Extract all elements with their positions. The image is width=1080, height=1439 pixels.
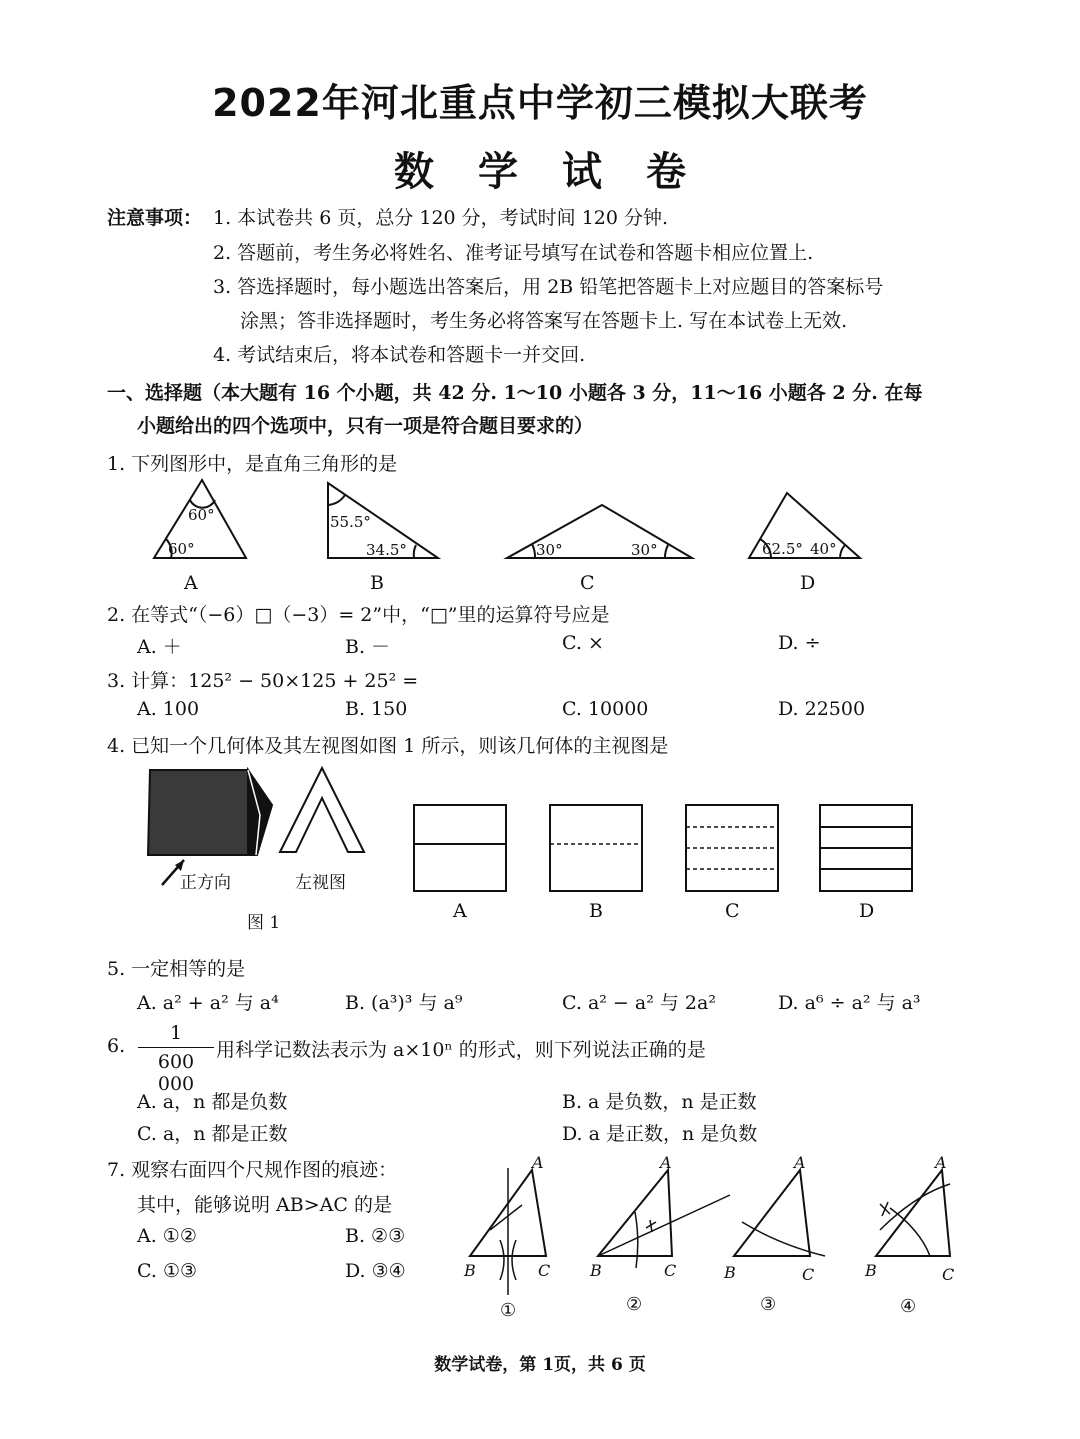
option-b: B. 150 (345, 698, 408, 720)
section-heading-cont: 小题给出的四个选项中，只有一项是符合题目要求的） (137, 415, 594, 437)
fraction-numerator: 1 (169, 1022, 183, 1044)
option-a: A. 100 (137, 698, 200, 720)
option-a-label: A (453, 900, 467, 922)
fraction-denominator: 600 000 (157, 1051, 195, 1095)
angle-label: 62.5° (762, 540, 803, 558)
vertex-b: B (590, 1261, 602, 1280)
figure-number-3: ③ (760, 1294, 777, 1315)
section-heading: 一、选择题（本大题有 16 个小题，共 42 分. 1～10 小题各 3 分，11～16 小题各 2 分. 在每 (107, 382, 923, 404)
option-a: A. a，n 都是负数 (137, 1091, 288, 1113)
option-c: C. a，n 都是正数 (137, 1123, 288, 1145)
question-6-stem: 用科学记数法表示为 a×10ⁿ 的形式，则下列说法正确的是 (216, 1039, 706, 1061)
vertex-a: A (660, 1153, 672, 1172)
option-c: C. ①③ (137, 1260, 198, 1282)
note-item: 涂黑；答非选择题时，考生务必将答案写在答题卡上. 写在本试卷上无效. (240, 310, 848, 332)
vertex-a: A (794, 1153, 806, 1172)
question-3-expression: 125² − 50×125 + 25² = (188, 670, 419, 692)
question-6-number: 6. (107, 1035, 126, 1057)
vertex-c: C (538, 1261, 551, 1280)
angle-label: 30° (631, 541, 658, 559)
angle-label: 34.5° (366, 541, 407, 559)
angle-label: 30° (536, 541, 563, 559)
question-3-stem (107, 666, 418, 693)
fraction-bar (138, 1047, 214, 1048)
question-7-stem-cont: 其中，能够说明 AB>AC 的是 (137, 1194, 392, 1216)
notes-label: 注意事项： (107, 207, 203, 229)
note-item: 4. 考试结束后，将本试卷和答题卡一并交回. (213, 344, 586, 366)
angle-label: 60° (168, 540, 195, 558)
exam-title: 2022年河北重点中学初三模拟大联考 (212, 81, 868, 125)
question-3-prefix: 3. 计算： (107, 670, 189, 692)
option-c: C. 10000 (562, 698, 649, 720)
question-1-stem: 1. 下列图形中，是直角三角形的是 (107, 453, 398, 475)
vertex-c: C (942, 1265, 955, 1284)
option-b: B. a 是负数，n 是正数 (562, 1091, 757, 1113)
vertex-a: A (532, 1153, 544, 1172)
option-d: D. ÷ (778, 632, 821, 654)
figure-label-d: D (800, 572, 816, 594)
left-view-label: 左视图 (295, 873, 346, 893)
option-b: B. － (345, 636, 391, 658)
question-4-stem: 4. 已知一个几何体及其左视图如图 1 所示，则该几何体的主视图是 (107, 735, 669, 757)
prism-solid (148, 770, 272, 855)
vertex-c: C (802, 1265, 815, 1284)
angle-label: 55.5° (330, 513, 371, 531)
vertex-b: B (865, 1261, 877, 1280)
front-direction-label: 正方向 (180, 873, 231, 893)
option-c: C. × (562, 632, 604, 654)
figure-label-c: C (580, 572, 595, 594)
option-a: A. ＋ (137, 636, 182, 658)
figure-label-a: A (184, 572, 198, 594)
vertex-a: A (935, 1153, 947, 1172)
note-item: 3. 答选择题时，每小题选出答案后，用 2B 铅笔把答题卡上对应题目的答案标号 (213, 276, 884, 298)
exam-subtitle: 数学试卷 (394, 149, 730, 195)
note-item: 1. 本试卷共 6 页，总分 120 分，考试时间 120 分钟. (213, 207, 669, 229)
option-d-label: D (859, 900, 875, 922)
q4-figure (140, 760, 930, 935)
q1-triangles-figure (140, 475, 880, 595)
angle-label: 40° (810, 540, 837, 558)
option-d: D. ③④ (345, 1260, 406, 1282)
q7-construction-figures (460, 1150, 980, 1320)
option-a: A. a² + a² 与 a⁴ (137, 992, 279, 1014)
figure-number-4: ④ (900, 1296, 917, 1317)
option-b-label: B (589, 900, 603, 922)
figure-1-label: 图 1 (247, 913, 281, 933)
vertex-c: C (664, 1261, 677, 1280)
figure-number-1: ① (500, 1300, 517, 1321)
option-d: D. a⁶ ÷ a² 与 a³ (778, 992, 921, 1014)
vertex-b: B (464, 1261, 476, 1280)
page-footer: 数学试卷，第 1页，共 6 页 (434, 1355, 646, 1375)
angle-label: 60° (188, 506, 215, 524)
question-5-stem: 5. 一定相等的是 (107, 958, 246, 980)
question-2-stem: 2. 在等式“（−6）□（−3）= 2”中，“□”里的运算符号应是 (107, 604, 610, 626)
option-a: A. ①② (137, 1225, 197, 1247)
figure-number-2: ② (626, 1294, 643, 1315)
vertex-b: B (724, 1263, 736, 1282)
option-d: D. 22500 (778, 698, 866, 720)
option-c: C. a² − a² 与 2a² (562, 992, 716, 1014)
note-item: 2. 答题前，考生务必将姓名、准考证号填写在试卷和答题卡相应位置上. (213, 242, 814, 264)
question-7-stem: 7. 观察右面四个尺规作图的痕迹： (107, 1159, 398, 1181)
option-c-label: C (725, 900, 740, 922)
option-b: B. (a³)³ 与 a⁹ (345, 992, 463, 1014)
option-b: B. ②③ (345, 1225, 406, 1247)
option-d: D. a 是正数，n 是负数 (562, 1123, 758, 1145)
left-view-shape (280, 768, 364, 852)
figure-label-b: B (370, 572, 384, 594)
